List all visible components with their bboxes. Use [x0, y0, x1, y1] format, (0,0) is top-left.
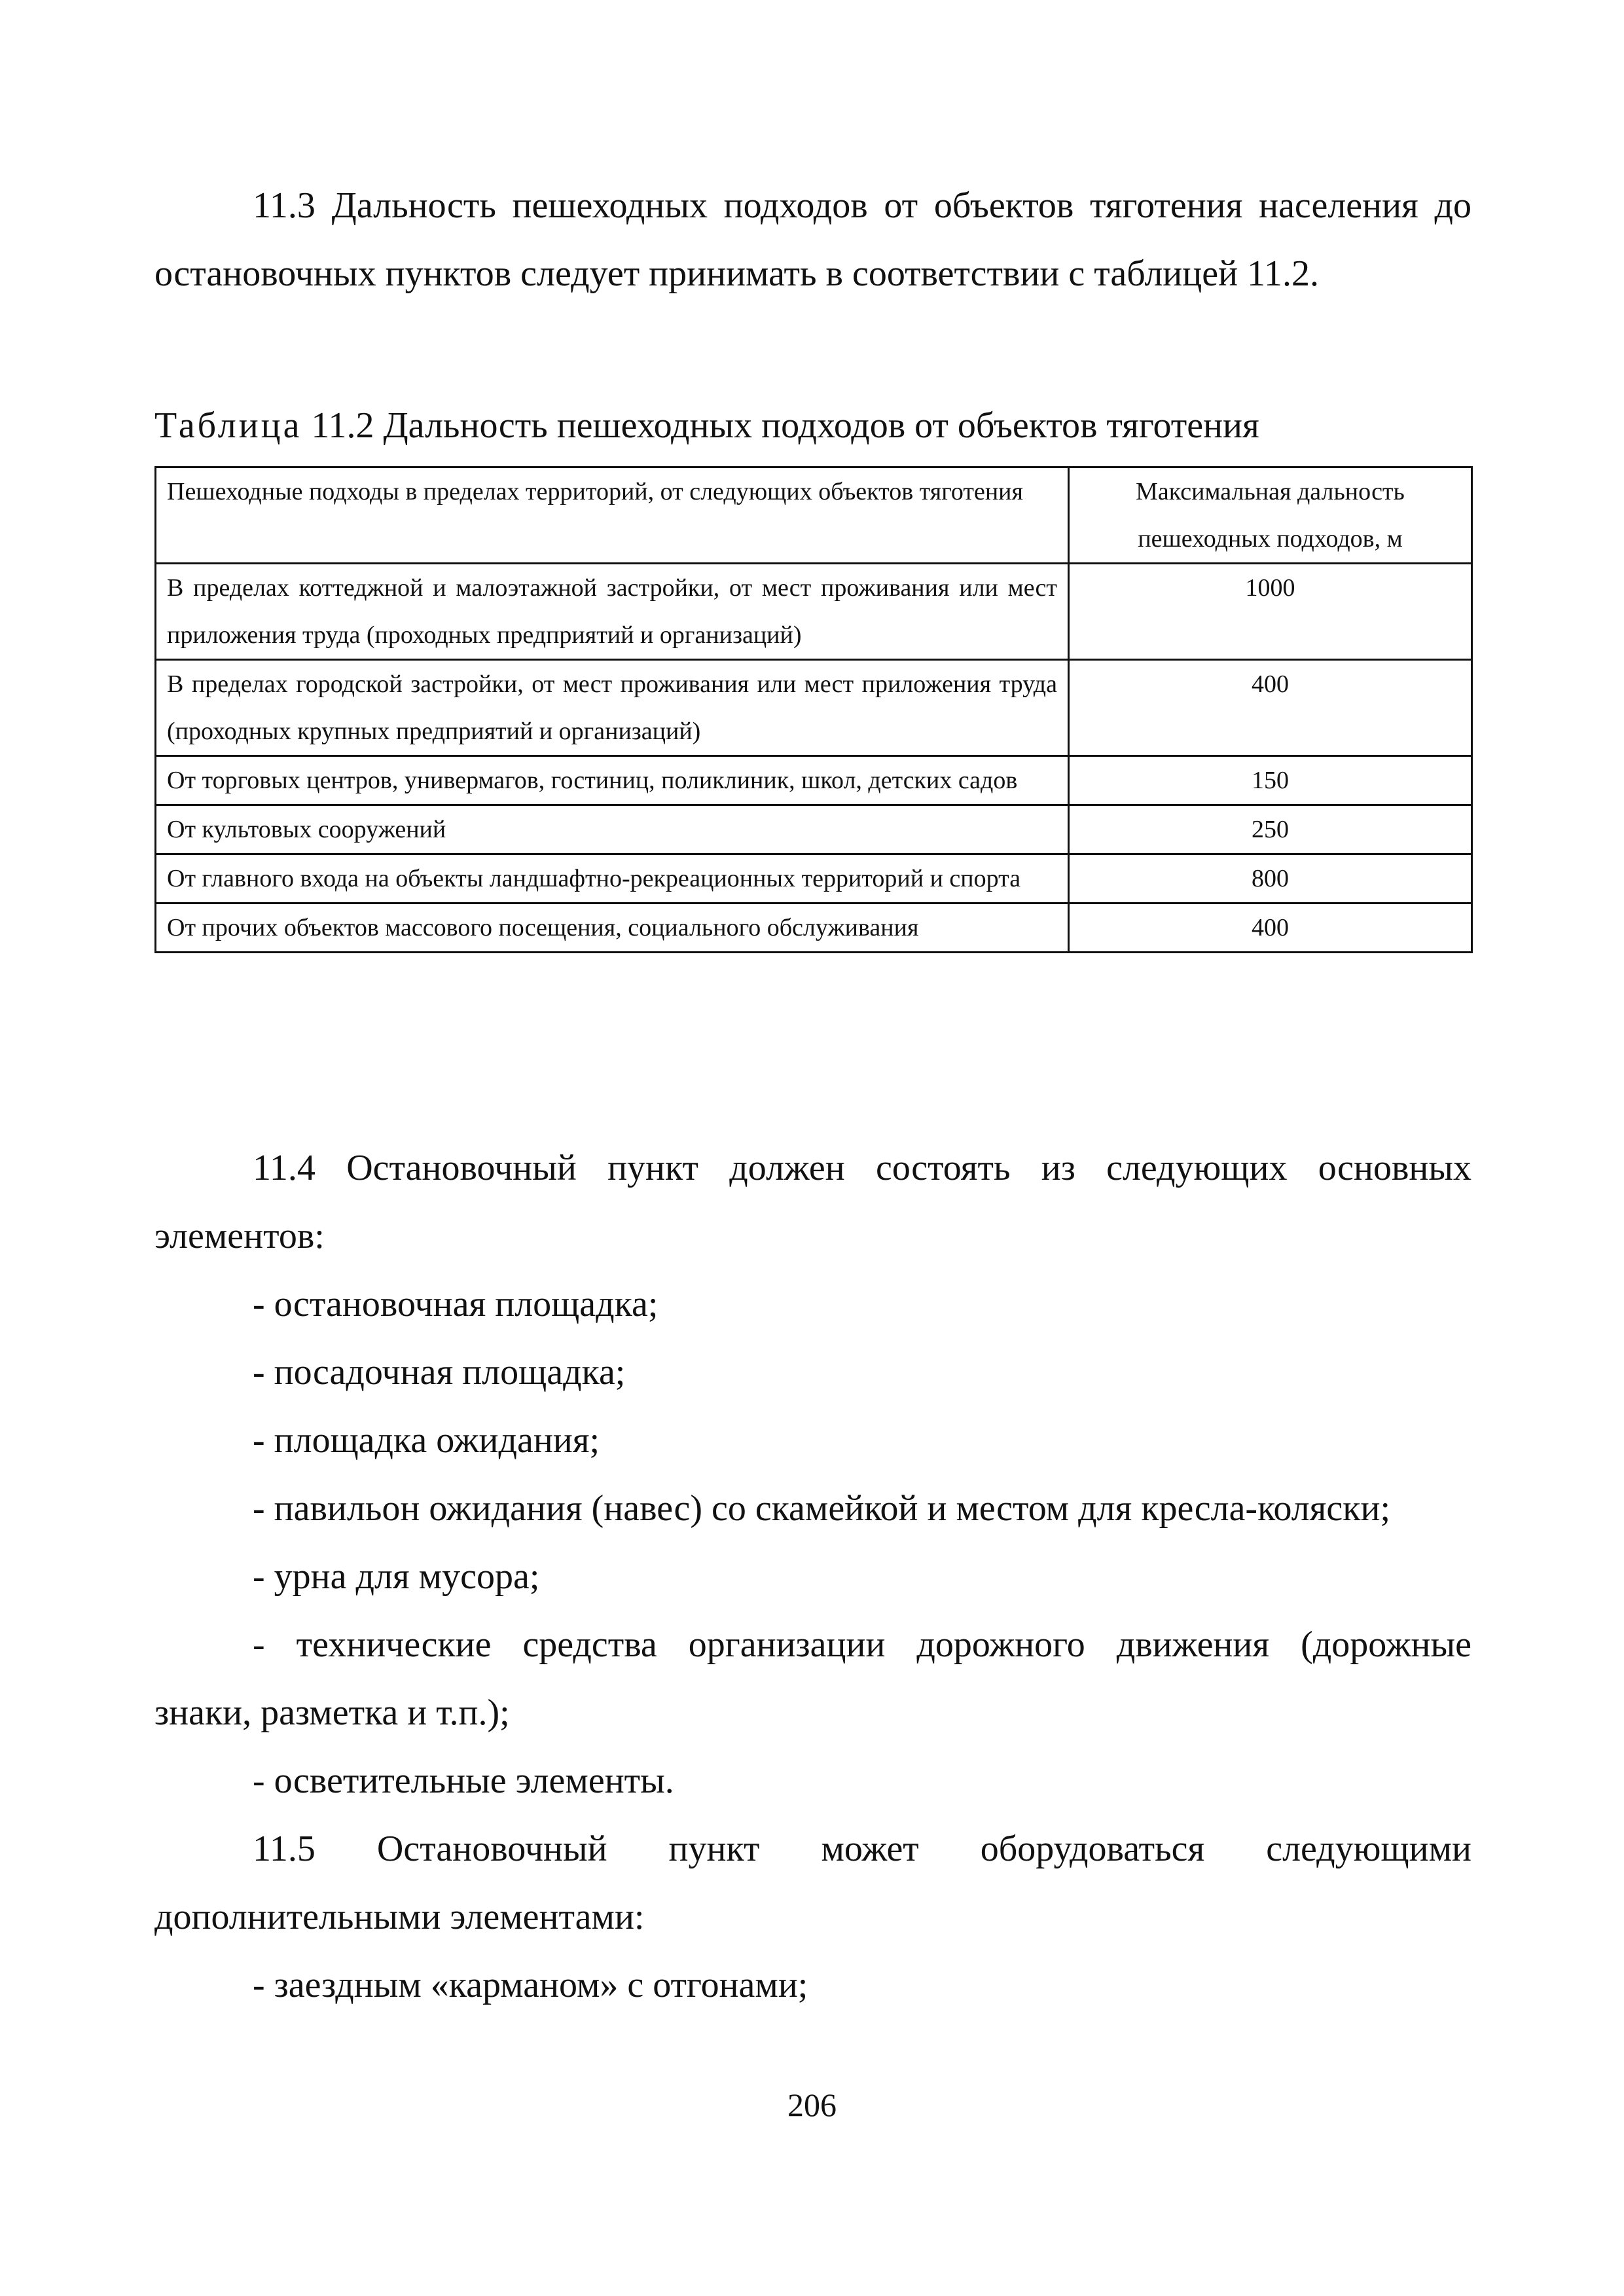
table-row	[156, 805, 1472, 854]
table-header-objects: Пешеходные подходы в пределах территорий, от следующих объектов тяготения	[156, 467, 1069, 564]
table-row	[156, 903, 1472, 953]
paragraph-11-3: 11.3 Дальность пешеходных подходов от объектов тяготения населения до остановочных пунктов следует принимать в соответствии с таблицей 11.2.	[154, 185, 1471, 294]
list-item-continuation: знаки, разметка и т.п.);	[154, 1692, 510, 1733]
page-number: 206	[787, 2086, 837, 2123]
list-item: - остановочная площадка;	[253, 1284, 659, 1324]
list-item: - технические средства организации дорожного движения (дорожные	[253, 1624, 1471, 1665]
table-caption	[154, 399, 1259, 452]
list-item: - посадочная площадка;	[253, 1352, 626, 1393]
table-cell-value: 1000	[1069, 564, 1472, 660]
table-cell-label: В пределах городской застройки, от мест проживания или мест приложения труда (проходных крупных предприятий и организаций)	[156, 660, 1069, 756]
list-item: - урна для мусора;	[253, 1556, 540, 1597]
list-item: - павильон ожидания (навес) со скамейкой и местом для кресла-коляски;	[253, 1488, 1390, 1529]
table-cell-label: В пределах коттеджной и малоэтажной застройки, от мест проживания или мест приложения труда (проходных предприятий и организаций)	[156, 564, 1069, 660]
table-cell-value: 150	[1069, 756, 1472, 805]
list-item: - заездным «карманом» с отгонами;	[253, 1965, 808, 2005]
table-cell-value: 800	[1069, 854, 1472, 903]
table-row	[156, 660, 1472, 756]
table-caption-label: Таблица	[154, 405, 302, 446]
table-cell-value: 250	[1069, 805, 1472, 854]
paragraph-11-5: 11.5 Остановочный пункт может оборудоваться следующими дополнительными элементами:	[154, 1829, 1471, 1937]
table-row	[156, 756, 1472, 805]
table-cell-value: 400	[1069, 660, 1472, 756]
table-cell-label: От главного входа на объекты ландшафтно-рекреационных территорий и спорта	[156, 854, 1069, 903]
table-cell-label: От культовых сооружений	[156, 805, 1069, 854]
list-item: - осветительные элементы.	[253, 1760, 674, 1801]
table-cell-label: От торговых центров, универмагов, гостиниц, поликлиник, школ, детских садов	[156, 756, 1069, 805]
table-cell-label: От прочих объектов массового посещения, социального обслуживания	[156, 903, 1069, 953]
table-row	[156, 564, 1472, 660]
table-row	[156, 854, 1472, 903]
table-cell-value: 400	[1069, 903, 1472, 953]
paragraph-11-4: 11.4 Остановочный пункт должен состоять из следующих основных элементов:	[154, 1148, 1471, 1256]
walking-distance-table	[154, 466, 1473, 953]
table-header-distance: Максимальная дальность пешеходных подходов, м	[1069, 467, 1472, 564]
list-item: - площадка ожидания;	[253, 1420, 600, 1461]
table-header-row	[156, 467, 1472, 564]
table-caption-text: 11.2 Дальность пешеходных подходов от объектов тяготения	[311, 405, 1259, 446]
